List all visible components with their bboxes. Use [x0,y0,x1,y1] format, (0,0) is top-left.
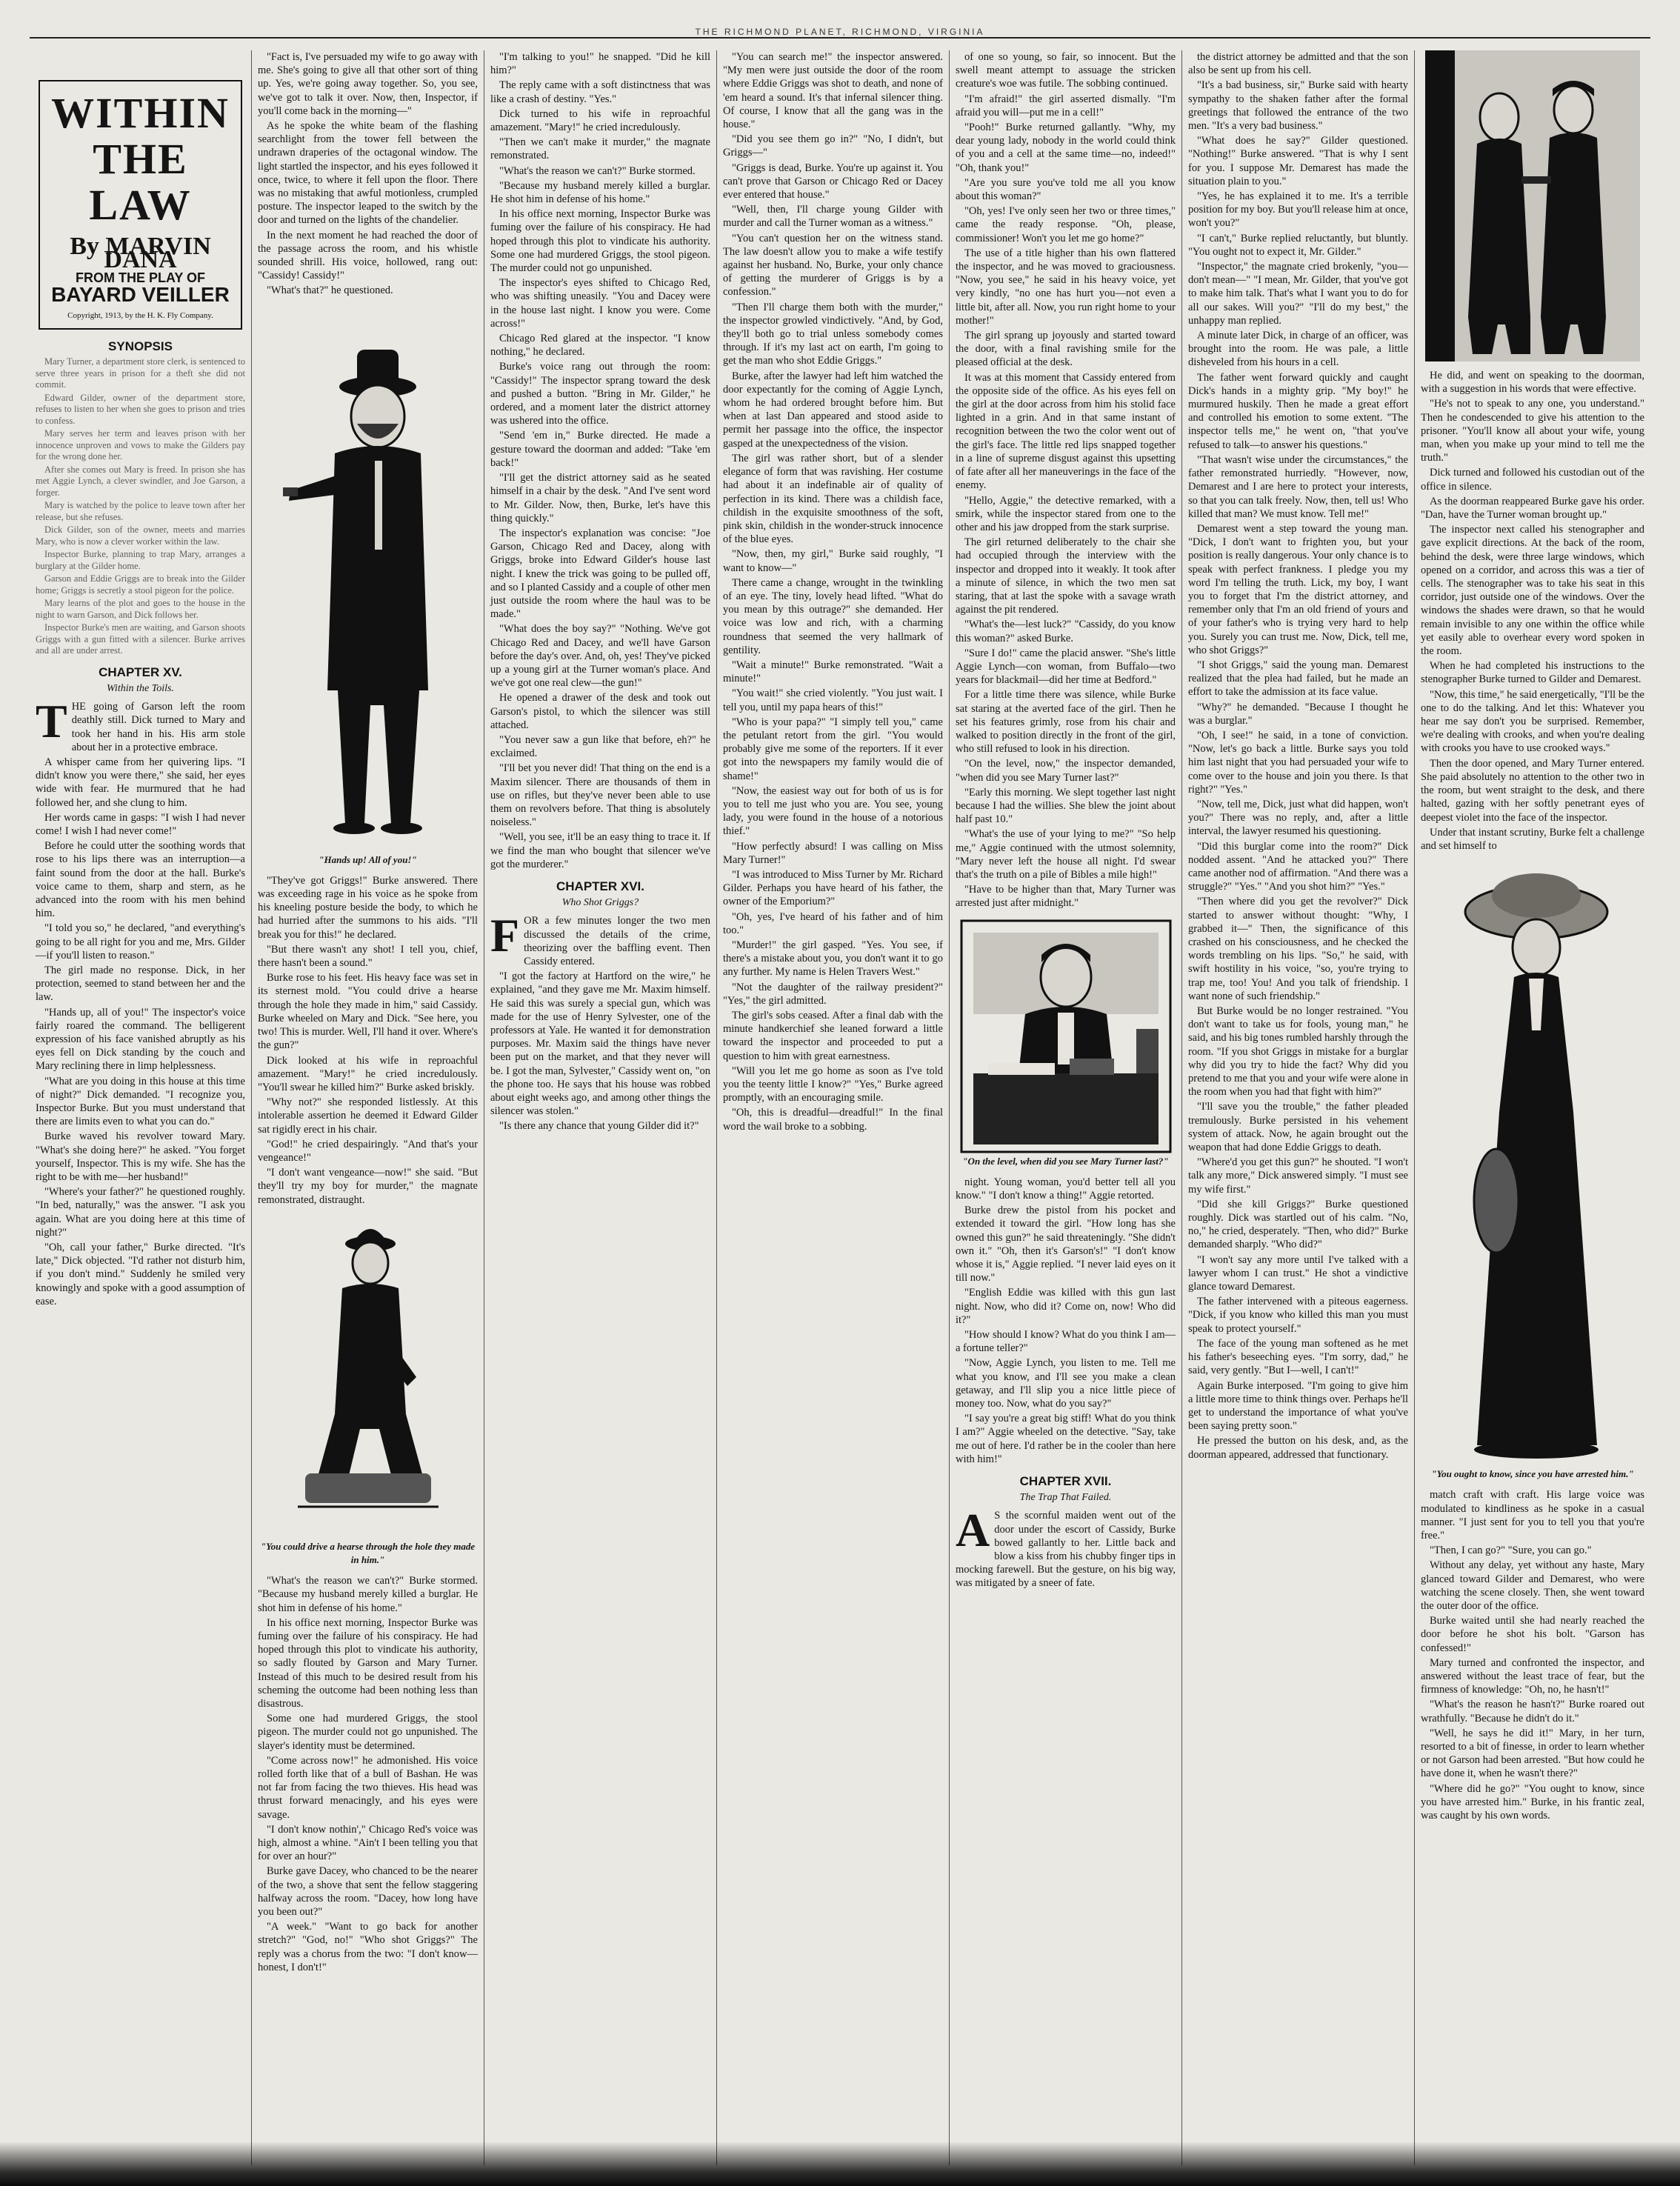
chapter-15-subtitle: Within the Toils. [107,682,174,694]
synopsis-heading: SYNOPSIS [108,339,173,354]
body-paragraph: Chicago Red glared at the inspector. "I know nothing," he declared. [490,333,710,359]
body-paragraph: "What's the—lest luck?" "Cassidy, do you know this woman?" asked Burke. [956,619,1176,644]
body-paragraph: "Are you sure you've told me all you know about this woman?" [956,176,1176,203]
body-paragraph: "Now, Aggie Lynch, you listen to me. Tell me what you know, and I'll see you make a clean getaway, and I'll slip you a nice little piece of money too. Now, what do you say?" [956,1357,1176,1410]
body-paragraph: Burke rose to his feet. His heavy face was set in its sternest mold. "You could drive a hearse through the hole they made in him," said Cassidy. Burke wheeled on Mary and Dick. "See here, you two! This is murder. Well, I'll hand it over. Where's the gun?" [258,972,478,1052]
body-paragraph: It was at this moment that Cassidy entered from the opposite side of the office. As his eyes fell on the girl at the door across from him his stolid face lighted in a grin. And in that same instant of recognition between the two the color went out of the girl's face. The little red lips snapped together in a line of supreme disgust against this upsetting of fate after all her maneuverings in the face of the enemy. [956,371,1176,492]
body-paragraph: "Because my husband merely killed a burglar. He shot him in defense of his home." [490,179,710,206]
body-paragraph: Under that instant scrutiny, Burke felt a challenge and set himself to [1421,826,1644,852]
body-paragraph: "It's a bad business, sir," Burke said with hearty sympathy to the shaken father after the formal greetings that followed the entrance of the two men. "It's a very bad business." [1188,79,1408,133]
woman-in-hat-illustration [1425,860,1640,1467]
illustration-burke-at-desk [956,918,1176,1168]
body-paragraph: "You can't question her on the witness stand. The law doesn't allow you to make a wife testify against her husband. No, Burke, your only chance of getting the murderer of Griggs is by a confession." [723,232,943,299]
body-paragraph: of one so young, so fair, so innocent. But the swell meant attempt to assuage the stricken creature's woe was futile. The sobbing continued. [956,51,1176,90]
body-paragraph: "Who is your papa?" "I simply tell you," came the petulant retort from the girl. "You would probably give me some of the reporters. If it ever got into the newspapers my family would die of shame!" [723,716,943,782]
body-paragraph: "That wasn't wise under the circumstances," the father remonstrated hurriedly. "However, now, Demarest and I are here to protect your interests, so that you can talk freely. Now, then, tell us! Who killed that man? We must know. Tell me!" [1188,453,1408,520]
body-paragraph: "Did she kill Griggs?" Burke questioned roughly. Dick was startled out of his calm. "No, no," he cried, desperately. "Then, who did?" Burke demanded sharply. "Who did?" [1188,1198,1408,1251]
body-paragraph: "Pooh!" Burke returned gallantly. "Why, my dear young lady, nobody in the world could think of you and a cell at the same time—no, indeed!" "Oh, thank you!" [956,121,1176,174]
body-paragraph: "Will you let me go home as soon as I've told you the teenty little I know?" "Yes," Burke agreed promptly, with an encouraging smile. [723,1064,943,1104]
body-paragraph: In his office next morning, Inspector Burke was fuming over the failure of his conspiracy. He had hoped through this plot to vindicate his authority. Some one had murdered Griggs, the stool pigeon. The murder could not go unpunished. [490,208,710,275]
column-1 [30,50,252,2165]
body-paragraph: "I can't," Burke replied reluctantly, but bluntly. "You ought not to expect it, Mr. Gilder." [1188,232,1408,258]
body-paragraph: "You can search me!" the inspector answered. "My men were just outside the door of the room where Eddie Griggs was shot to death, and none of 'em heard a sound. It's that infernal silencer thing. Of course, I know that all the gang was in the house." [723,51,943,131]
body-paragraph: The girl sprang up joyously and started toward the door, with a final ravishing smile for the pleased official at the desk. [956,330,1176,369]
body-paragraph: "I told you so," he declared, "and everything's going to be all right for you and me, Mrs. Gilder—if you'll listen to reason." [36,922,245,962]
body-paragraph: For a little time there was silence, while Burke sat staring at the averted face of the girl. Then he set his features grimly, rose from his chair and walked to position directly in the front of the girl, who still refused to look in his direction. [956,689,1176,756]
body-paragraph: the district attorney be admitted and that the son also be sent up from his cell. [1188,51,1408,77]
chapter-17-body [956,1504,1176,1590]
title-line-2: THE LAW [89,135,192,229]
body-paragraph: As the doorman reappeared Burke gave his order. "Dan, have the Turner woman brought up." [1421,495,1644,521]
body-paragraph: "Why?" he demanded. "Because I thought he was a burglar." [1188,701,1408,727]
body-paragraph: The father intervened with a piteous eagerness. "Dick, if you know who killed this man you must speak to protect yourself." [1188,1296,1408,1335]
body-paragraph: Dick turned to his wife in reproachful amazement. "Mary!" he cried incredulously. [490,107,710,134]
body-paragraph: "Now, tell me, Dick, just what did happen, won't you?" There was no reply, and, after a little interval, the lawyer resumed his questioning. [1188,798,1408,838]
body-paragraph: "I'm afraid!" the girl asserted dismally. "I'm afraid you will—put me in a cell!" [956,93,1176,119]
body-paragraph: "On the level, now," the inspector demanded, "when did you see Mary Turner last?" [956,758,1176,784]
illustration-caption: "On the level, when did you see Mary Turner last?" [962,1155,1169,1167]
body-paragraph: night. Young woman, you'd better tell all you know." "I don't know a thing!" Aggie retorted. [956,1176,1176,1202]
body-paragraph: "Yes, he has explained it to me. It's a terrible position for my boy. But you'll release him at once, won't you?" [1188,190,1408,230]
body-paragraph: "Come across now!" he admonished. His voice rolled forth like that of a bull of Bashan. He was not far from facing the two thieves. His head was thrust forward menacingly, and his eyes were savage. [258,1754,478,1821]
body-paragraph: "Now, this time," he said energetically, "I'll be the one to do the talking. And let this: Whatever you hear me say don't you be surprised. Remember, we're dealing with crooks, and when you're dealing with crooks you have to use crooked ways." [1421,688,1644,755]
body-paragraph: "Sure I do!" came the placid answer. "She's little Aggie Lynch—con woman, from Buffalo—two years for blackmail—did her time at Bedford." [956,647,1176,687]
body-paragraph: "How should I know? What do you think I am—a fortune teller?" [956,1329,1176,1355]
illustration-two-men [1421,50,1644,361]
body-paragraph: Dick looked at his wife in reproachful amazement. "Mary!" he cried incredulously. "You'll swear he killed him?" Burke asked briskly. [258,1054,478,1093]
illustration-caption: "You ought to know, since you have arrested him." [1431,1468,1634,1480]
body-paragraph: "But there wasn't any shot! I tell you, chief, there hasn't been a sound." [258,943,478,970]
body-paragraph: A whisper came from her quivering lips. "I didn't know you were there," she said, her eyes wide with fear. He murmured that he had followed her, and she clung to him. [36,756,245,809]
body-paragraph: "I'll get the district attorney said as he seated himself in a chair by the desk. "And I've sent word to Mr. Gilder. Now, then, Burke, let's have this thing quickly." [490,472,710,524]
body-paragraph: "Where did he go?" "You ought to know, since you have arrested him." Burke, in his frantic zeal, was caught by his own words. [1421,1782,1644,1822]
chapter-17-title: CHAPTER XVII. [1019,1474,1112,1489]
body-paragraph: Then the door opened, and Mary Turner entered. She paid absolutely no attention to the other two in the room, but went straight to the desk, and there halted, gazing with her softly penetrant eyes of deepest violet into the face of the inspector. [1421,757,1644,824]
body-paragraph: "I don't know nothin'," Chicago Red's voice was high, almost a whine. "Ain't I been telling you that for over an hour?" [258,1823,478,1863]
body-paragraph: "Hands up, all of you!" The inspector's voice fairly roared the command. The belligerent expression of his face vanished abruptly as his eyes fell on Dick standing by the couch and Mary reclining there in limp helplessness. [36,1006,245,1073]
body-paragraph: "What are you doing in this house at this time of night?" Dick demanded. "I recognize you, Inspector Burke. But you must understand that there are limits even to what you can do." [36,1075,245,1128]
column-7 [1415,50,1650,2165]
body-paragraph: "God!" he cried despairingly. "And that's your vengeance!" [258,1138,478,1164]
body-paragraph: When he had completed his instructions to the stenographer Burke turned to Gilder and Demarest. [1421,660,1644,686]
body-paragraph: "Well, then, I'll charge young Gilder with murder and call the Turner woman as a witness." [723,204,943,230]
body-paragraph: "I was introduced to Miss Turner by Mr. Richard Gilder. Perhaps you have heard of his father, the owner of the Emporium?" [723,868,943,908]
body-paragraph: "Now, the easiest way out for both of us is for you to tell me just who you are. You see, young lady, you were found in the house of a notorious thief." [723,784,943,838]
illustration-caption: "You could drive a hearse through the hole they made in him." [260,1540,476,1565]
body-paragraph: Burke waved his revolver toward Mary. "What's she doing here?" he asked. "You forget yourself, Inspector. This is my wife. She has the right to be with me—her husband!" [36,1130,245,1184]
body-paragraph: The father went forward quickly and caught Dick's hands in a mighty grip. "My boy!" he murmured huskily. Then he made a great effort and controlled his emotion to some extent. "The inspector tells me," he went on, "that you've refused to talk—to answer his questions." [1188,371,1408,451]
body-paragraph: A minute later Dick, in charge of an officer, was brought into the room. He was pale, a little disheveled from his hours in a cell. [1188,330,1408,369]
body-paragraph: The girl's sobs ceased. After a final dab with the minute handkerchief she leaned forward a little toward the inspector and proceeded to put a question to him with great earnestness. [723,1010,943,1062]
illustration-mary-turner [1421,860,1644,1481]
column-2 [252,50,484,2165]
body-paragraph: Burke waited until she had nearly reached the door before he shot his bolt. "Garson has confessed!" [1421,1615,1644,1654]
body-paragraph: The inspector's eyes shifted to Chicago Red, who was shifting uneasily. "You and Dacey were in the house last night. I know you were. Come across!" [490,277,710,330]
body-paragraph: The inspector's explanation was concise: "Joe Garson, Chicago Red and Dacey, along with Griggs, broke into Edward Gilder's house last night. I knew the trick was going to be pulled off, and so I planted Cassidy and a couple of other men just outside the room where the haul was to be made." [490,527,710,621]
body-paragraph: "Why not?" she responded listlessly. At this intolerable assertion he deemed it Edward Gilder sat rigidly erect in his chair. [258,1096,478,1136]
body-paragraph: Mary turned and confronted the inspector, and answered without the least trace of fear, but the firmness of knowledge: "Oh, no, he hasn't!" [1421,1656,1644,1696]
body-paragraph: "Oh, yes, I've heard of his father and of him too." [723,910,943,936]
body-paragraph: "Oh, yes! I've only seen her two or three times," came the ready response. "Oh, please, commissioner! Won't you let me go home?" [956,205,1176,244]
body-paragraph: "You wait!" she cried violently. "You just wait. I tell you, until my papa hears of this!" [723,687,943,713]
body-paragraph: "I'll bet you never did! That thing on the end is a Maxim silencer. There are thousands of them in use on rifles, but they've never been able to use them on revolvers before. That thing is absolutely noiseless." [490,762,710,829]
body-paragraph: The girl returned deliberately to the chair she had occupied through the interview with the inspector and dropped into it weakly. It took after a minute of silence, in which the two men sat staring, that at last the spoke with a savage wrath against the pit rendered. [956,536,1176,616]
body-paragraph: "A week." "Want to go back for another stretch?" "God, no!" "Who shot Griggs?" The reply was a chorus from the two: "I don't know—honest, I don't!" [258,1921,478,1973]
body-paragraph: "Oh, I see!" he said, in a tone of conviction. "Now, let's go back a little. Burke says you told him last night that you had persuaded your wife to come over to the house and join you there. Is that right?" "Yes." [1188,729,1408,796]
body-paragraph: "What's the use of your lying to me?" "So help me," Aggie continued with the utmost solemnity, "Mary never left the house all night. I'd swear that's the truth on a pile of Bibles a mile high!" [956,828,1176,881]
body-paragraph: "Did you see them go in?" "No, I didn't, but Griggs—" [723,133,943,159]
body-paragraph: The reply came with a soft distinctness that was like a crash of destiny. "Yes." [490,79,710,105]
body-paragraph: "I got the factory at Hartford on the wire," he explained, "and they gave me Mr. Maxim himself. He said this was surely a special gun, which was made for the use of Henry Sylvester, one of the professors at Yale. He wanted it for demonstration purposes. Mr. Maxim said the things have never been put on the market, and that they never will be. I got the man, Sylvester," Cassidy went on, "on the phone too. He says that his house was robbed about eight weeks ago, and among other things the silencer was stolen." [490,970,710,1118]
body-paragraph: Demarest went a step toward the young man. "Dick, I don't want to frighten you, but your position is really dangerous. Your only chance is to speak with perfect frankness. I pledge you my word I'm telling the truth. Lick, my boy, I want you to forget that I'm the district attorney, and remember only that I'm an old friend of yours and of your father's who is trying very hard to help you. Surely you can trust me. Now, Dick, tell me, who shot Griggs?" [1188,522,1408,656]
body-paragraph: There came a change, wrought in the twinkling of an eye. The tiny, lovely head lifted. "What do you mean by this outrage?" she demanded. Her voice was low and rich, with a charming roundness that seemed the very hallmark of gentility. [723,576,943,656]
body-paragraph: Some one had murdered Griggs, the stool pigeon. The murder could not go unpunished. The slayer's identity must be determined. [258,1713,478,1752]
body-paragraph: He pressed the button on his desk, and, as the doorman appeared, addressed that functionary. [1188,1435,1408,1461]
synopsis-paragraph: Garson and Eddie Griggs are to break into the Gilder home; Griggs is secretly a stool pigeon for the police. [36,573,245,596]
body-paragraph: "Hello, Aggie," the detective remarked, with a smirk, while the inspector stared from one to the other and his jaw dropped from the stark surprise. [956,494,1176,533]
body-paragraph: "You never saw a gun like that before, eh?" he exclaimed. [490,733,710,760]
synopsis-paragraph: Mary Turner, a department store clerk, is sentenced to serve three years in prison for a theft she did not commit. [36,356,245,390]
body-paragraph: "Send 'em in," Burke directed. He made a gesture toward the doorman and added: "Take 'em back!" [490,430,710,469]
drop-cap: A [956,1504,990,1557]
synopsis-paragraph: Mary serves her term and leaves prison with her innocence unproven and vows to make the Gilders pay for the wrong done her. [36,428,245,462]
body-paragraph: "Then I'll charge them both with the murder," the inspector growled vindictively. "And, by God, they'll both go to trial unless somebody comes through. If it's my last act on earth, I'm going to get the man who shot Eddie Griggs." [723,301,943,367]
man-at-desk-illustration [959,918,1173,1155]
body-paragraph: "Well, he says he did it!" Mary, in her turn, resorted to a bit of finesse, in order to learn whether or not Garson had been arrested. "But how could he have done it, when he wasn't there?" [1421,1727,1644,1780]
body-paragraph: "He's not to speak to any one, you understand." Then he condescended to give his attention to the prisoner. "You'll know all about your wife, young man, when you make up your mind to tell me the truth." [1421,398,1644,464]
body-paragraph: Without any delay, yet without any haste, Mary glanced toward Gilder and Demarest, who were watching the scene closely. Then, she went toward the outer door of the office. [1421,1559,1644,1612]
man-with-revolver-illustration [283,305,453,853]
body-paragraph: But Burke would be no longer restrained. "You don't want to take us for fools, young man," he said, and his big tones rumbled harshly through the room. "If you shot Griggs in mistake for a burglar why did you try to hide the fact? Why did you pretend to me that you and your wife were alone in the room when you had that fight with him?" [1188,1005,1408,1099]
chapter-15-title: CHAPTER XV. [99,664,182,679]
body-paragraph: Burke gave Dacey, who chanced to be the nearer of the two, a shove that sent the fellow staggering halfway across the room. "Dacey, how long have you been out?" [258,1865,478,1919]
chapter-16-body [490,909,710,1133]
body-paragraph: "Then we can't make it murder," the magnate remonstrated. [490,136,710,162]
body-paragraph: "Well, you see, it'll be an easy thing to trace it. If we find the man who bought that silencer we've got the murderer." [490,831,710,870]
synopsis-paragraph: Inspector Burke's men are waiting, and Garson shoots Griggs with a gun fitted with a silencer. Burke arrives and all are under arrest. [36,622,245,656]
body-paragraph: OR a few minutes longer the two men discussed the details of the crime, theorizing over the baffling event. Then Cassidy entered. [524,915,710,967]
body-paragraph: S the scornful maiden went out of the door under the escort of Cassidy, Burke bowed gallantly to her. Little back and blow a kiss from his chubby finger tips in mocking farewell. But the gesture, on his big way, was mitigated by a sneer of fate. [956,1510,1176,1590]
body-paragraph: The girl made no response. Dick, in her protection, seemed to stand between her and the law. [36,964,245,1004]
body-paragraph: Burke, after the lawyer had left him watched the door expectantly for the coming of Aggie Lynch, whom he had ordered brought before him. But when at last Dan appeared and stood aside to permit her passage into the office, the inspector gasped at the unexpectedness of the vision. [723,370,943,450]
scan-bottom-edge [0,2142,1680,2186]
body-paragraph: "What does the boy say?" "Nothing. We've got Chicago Red and Dacey, and we'll have Garson before the day's over. And, oh, yes! They've picked up a young girl at the Turner woman's place. And we've got one real clew—the gun!" [490,623,710,690]
column-4 [717,50,950,2165]
body-paragraph: "Early this morning. We slept together last night because I had the willies. She blew the joint about half past 10." [956,786,1176,826]
drop-cap: F [490,909,520,962]
page-header-strip: THE RICHMOND PLANET, RICHMOND, VIRGINIA [30,27,1650,39]
masthead-box [39,80,242,330]
column-6 [1182,50,1415,2165]
body-paragraph: The inspector next called his stenographer and gave explicit directions. At the back of the room, behind the desk, were three large windows, which opened on a corridor, and across this was a tier of cells. The stenographer was to take his seat in this corridor, just outside one of the windows. Over the windows the shades were drawn, so that he would remain invisible to any one within the office while yet easily able to overhear every word spoken in the room. [1421,524,1644,658]
body-paragraph: The use of a title higher than his own flattered the inspector, and he was moved to graciousness. "Now, you see," he said in his heavy voice, yet very kindly, "no one has hurt you—not even a little bit, after all. Now, you run right home to your mother!" [956,247,1176,327]
body-paragraph: match craft with craft. His large voice was modulated to kindliness as he spoke in a casual manner. "I just sent for you to tell you that you're free." [1421,1489,1644,1542]
body-paragraph: He opened a drawer of the desk and took out Garson's pistol, to which the silencer was still attached. [490,692,710,731]
drop-cap: T [36,695,67,748]
body-paragraph: Burke's voice rang out through the room: "Cassidy!" The inspector sprang toward the desk and pushed a button. "Bring in Mr. Gilder," he ordered, and a moment later the district attorney was ushered into the office. [490,361,710,427]
body-paragraph: "English Eddie was killed with this gun last night. Now, who did it? Come on, now! Who did it?" [956,1287,1176,1326]
body-paragraph: "I'll save you the trouble," the father pleaded tremulously. Burke persisted in his vehement system of attack. Now, he again brought out the weapon that had done Eddie Griggs to death. [1188,1101,1408,1154]
synopsis-paragraph: Inspector Burke, planning to trap Mary, arranges a burglary at the Gilder home. [36,549,245,571]
body-paragraph: "What's the reason we can't?" Burke stormed. [499,164,696,177]
copyright-notice: Copyright, 1913, by the H. K. Fly Company. [67,310,213,320]
body-paragraph: Before he could utter the soothing words that rose to his lips there was an interruption—a faint sound from the door at the hall. Burke's voice came to them, sharp and stern, as he advanced into the room with his men behind him. [36,840,245,920]
body-paragraph: As he spoke the white beam of the flashing searchlight from the tower fell between the undrawn draperies of the octagonal window. The light startled the inspector, and his eyes followed it once, twice, to where it fell upon the floor. There was no mistaking that awful motionless, crumpled posture. The inspector leaped to the switch by the door and turned on the lights of the chandelier. [258,120,478,227]
body-paragraph: He did, and went on speaking to the doorman, with a suggestion in his words that were effective. [1421,370,1644,396]
body-paragraph: "Inspector," the magnate cried brokenly, "you—don't mean—" "I mean, Mr. Gilder, that you've got to make him talk. That's what I want you to do for all our sakes. Will you?" "I'll do my best," the unhappy man replied. [1188,261,1408,327]
body-paragraph: "Griggs is dead, Burke. You're up against it. You can't prove that Garson or Chicago Red or Dacey ever entered that house." [723,161,943,201]
body-paragraph: "I don't want vengeance—now!" she said. "But they'll try my boy for murder," the magnate remonstrated, distraught. [258,1167,478,1206]
body-paragraph: "I say you're a great big stiff! What do you think I am?" Aggie wheeled on the detective. "Say, take me out of here. I'd rather be in the cooler than here with him!" [956,1413,1176,1465]
body-paragraph: HE going of Garson left the room deathly still. Dick turned to Mary and took her hand in his. His arm stole about her in a protective embrace. [71,701,245,753]
body-paragraph: Again Burke interposed. "I'm going to give him a little more time to think things over. Perhaps he'll get to understand the importance of what you've been saying pretty soon." [1188,1379,1408,1433]
body-paragraph: "Oh, call your father," Burke directed. "It's late," Dick objected. "I'd rather not disturb him, if you don't mind." Suddenly he smiled very knowingly and spoke with a good assumption of ease. [36,1242,245,1307]
title-line-1: WITHIN [51,89,230,137]
body-paragraph: "Fact is, I've persuaded my wife to go away with me. She's going to give all that other sort of thing up. Yes, we're going away together. So, you see, we've got to talk it over. Now, then, Inspector, if you'll come back in the morning—" [258,51,478,117]
body-paragraph: "I'm talking to you!" he snapped. "Did he kill him?" [490,51,710,77]
body-paragraph: "Murder!" the girl gasped. "Yes. You see, if there's a mistake about you, you don't want it to go any further. My name is Helen Travers West." [723,939,943,979]
body-paragraph: "Did this burglar come into the room?" Dick nodded assent. "And he attacked you?" There came another nod of affirmation. "And there was a struggle?" "Yes." "And you shot him?" "Yes." [1188,840,1408,893]
body-paragraph: "What's the reason we can't?" Burke stormed. "Because my husband merely killed a burglar. He shot him in defense of his home." [258,1575,478,1614]
synopsis-paragraph: Dick Gilder, son of the owner, meets and marries Mary, who is now a clever worker within the law. [36,524,245,547]
two-men-talking-illustration [1425,50,1640,361]
body-paragraph: "Is there any chance that young Gilder did it?" [499,1120,699,1133]
body-paragraph: "What's the reason he hasn't?" Burke roared out wrathfully. "Because he didn't do it." [1421,1699,1644,1725]
body-paragraph: "Now, then, my girl," Burke said roughly, "I want to know—" [723,548,943,574]
column-5 [950,50,1182,2165]
body-paragraph: The girl was rather short, but of a slender elegance of form that was ravishing. Her costume had about it an indefinable air of quality of perfection in its kind. There was a childish face, childish in the exquisite smoothness of the soft, pink skin, childish in the wonder-struck innocence of the blue eyes. [723,452,943,546]
body-paragraph: "What's that?" he questioned. [267,284,393,297]
byline: By MARVIN DANA [70,233,211,274]
body-paragraph: "Not the daughter of the railway president?" "Yes," the girl admitted. [723,981,943,1007]
chapter-16-title: CHAPTER XVI. [556,879,645,893]
chapter-17-subtitle: The Trap That Failed. [1019,1492,1112,1504]
body-paragraph: "Wait a minute!" Burke remonstrated. "Wait a minute!" [723,659,943,685]
body-paragraph: Burke drew the pistol from his pocket and extended it toward the girl. "How long has she owned this gun?" he said threateningly. "She didn't own it." "Oh, then it's Garson's!" "I don't know whose it is," Aggie replied. "I never laid eyes on it till now." [956,1204,1176,1284]
illustration-caption: "Hands up! All of you!" [319,853,417,865]
chapter-15-body [36,695,245,1308]
synopsis-paragraph: Edward Gilder, owner of the department store, refuses to listen to her when she goes to prison and tries to confess. [36,392,245,426]
body-paragraph: "Have to be higher than that, Mary Turner was arrested just after midnight." [956,884,1176,910]
body-paragraph: The face of the young man softened as he met his father's beseeching eyes. "I'm sorry, dad," he said, very gently. "But I—well, I can't!" [1188,1337,1408,1377]
body-paragraph: In the next moment he had reached the door of the passage across the room, and his whistle sounded shrill. His voice, hollowed, rang out: "Cassidy! Cassidy!" [258,229,478,282]
body-paragraph: "Oh, this is dreadful—dreadful!" In the final word the wail broke to a sobbing. [723,1107,943,1133]
body-paragraph: "They've got Griggs!" Burke answered. There was exceeding rage in his voice as he spoke from his kneeling posture beside the body, to which he had hurried after the summons to his aids. "I'll break you for this!" he declared. [258,874,478,941]
body-paragraph: "How perfectly absurd! I was calling on Miss Mary Turner!" [723,840,943,866]
illustration-cassidy-kneeling [258,1214,478,1567]
body-paragraph: "Where's your father?" he questioned roughly. "In bed, naturally," was the answer. "I ask you again. What are you doing here at this time of night?" [36,1186,245,1239]
synopsis-paragraph: Mary is watched by the police to leave town after her release, but she refuses. [36,500,245,522]
body-paragraph: "Then, I can go?" "Sure, you can go." [1430,1544,1592,1557]
body-paragraph: Dick turned and followed his custodian out of the office in silence. [1421,467,1644,493]
body-paragraph: In his office next morning, Inspector Burke was fuming over the failure of his conspiracy. He had hoped through this plot to vindicate his authority, so sadly flouted by Garson and Mary Turner. Instead of this much to be desired result from his scheming the outcome had been nothing less than disastrous. [258,1616,478,1710]
body-paragraph: "Then where did you get the revolver?" Dick started to answer without thought: "Why, I grabbed it—" Then, the significance of this crashed on his consciousness, and he checked the words trembling on his lips. "So," he said, with swift hostility in his voice, "so, you're trying to trap me, too! You! And you talk of friendship. I want none of such friendship." [1188,896,1408,1002]
body-paragraph: Her words came in gasps: "I wish I had never come! I wish I had never come!" [36,811,245,837]
body-paragraph: "I won't say any more until I've talked with a lawyer whom I can trust." He shot a vindictive glance toward Demarest. [1188,1253,1408,1293]
body-paragraph: "I shot Griggs," said the young man. Demarest realized that the plea had failed, but he made an effort to take the admission at its face value. [1188,659,1408,699]
body-paragraph: "Where'd you get this gun?" he shouted. "I won't talk any more," Dick answered simply. "I must see my wife first." [1188,1156,1408,1196]
synopsis-paragraph: Mary learns of the plot and goes to the house in the night to warn Garson, and Dick follows her. [36,598,245,620]
illustration-burke-hands-up [258,305,478,867]
synopsis-paragraph: After she comes out Mary is freed. In prison she has met Aggie Lynch, a clever swindler, and Joe Garson, a forger. [36,464,245,498]
synopsis-body [36,356,245,657]
kneeling-detective-illustration [283,1214,453,1540]
playwright-name: BAYARD VEILLER [51,282,230,306]
body-paragraph: "What does he say?" Gilder questioned. "Nothing!" Burke answered. "That is why I sent for you. I suppose Mr. Demarest has made the situation plain to you." [1188,135,1408,187]
from-play-label: FROM THE PLAY OF [75,270,206,286]
column-3 [484,50,717,2165]
chapter-16-subtitle: Who Shot Griggs? [561,897,639,909]
